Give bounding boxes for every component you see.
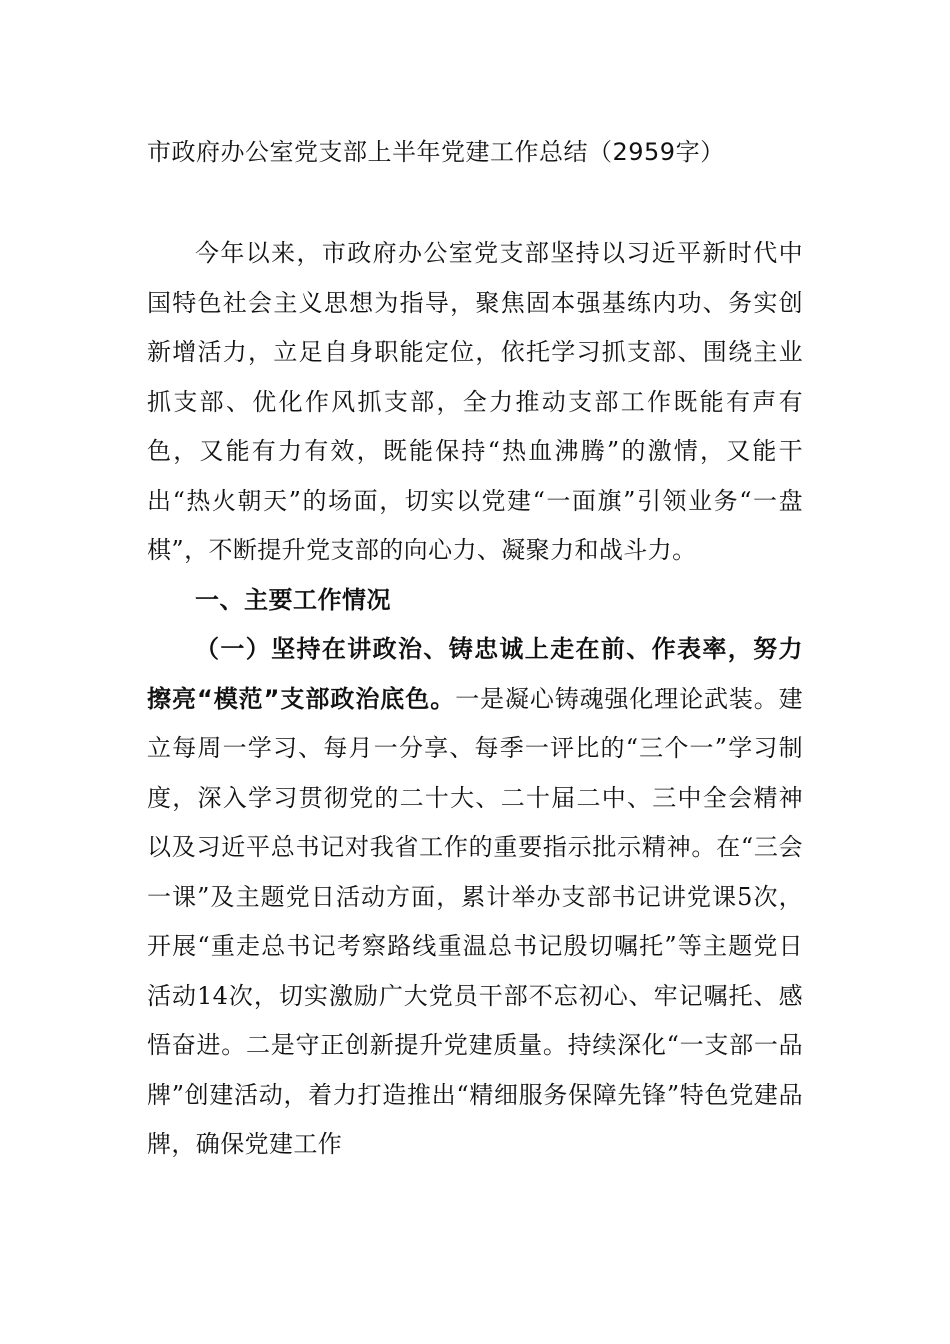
subsection-heading: （一）坚持在讲政治、铸忠诚上走在前、作表率，努力擦亮“模范”支部政治底色。 <box>147 635 803 713</box>
intro-paragraph: 今年以来，市政府办公室党支部坚持以习近平新时代中国特色社会主义思想为指导，聚焦固本强基练内功、务实创新增活力，立足自身职能定位，依托学习抓支部、围绕主业抓支部、优化作风抓支部，全力推动支部工作既能有声有色，又能有力有效，既能保持“热血沸腾”的激情，又能干出“热火朝天”的场面，切实以党建“一面旗”引领业务“一盘棋”，不断提升党支部的向心力、凝聚力和战斗力。 <box>147 239 803 564</box>
subsection-paragraph <box>147 625 803 1170</box>
document-body <box>147 229 803 1170</box>
section-heading: 一、主要工作情况 <box>195 585 391 614</box>
document-title: 市政府办公室党支部上半年党建工作总结（2959字） <box>147 138 725 166</box>
subsection-body: 一是凝心铸魂强化理论武装。建立每周一学习、每月一分享、每季一评比的“三个一”学习制度，深入学习贯彻党的二十大、二十届二中、三中全会精神以及习近平总书记对我省工作的重要指示批示精神。在“三会一课”及主题党日活动方面，累计举办支部书记讲党课5次，开展“重走总书记考察路线重温总书记殷切嘱托”等主题党日活动14次，切实激励广大党员干部不忘初心、牢记嘱托、感悟奋进。二是守正创新提升党建质量。持续深化“一支部一品牌”创建活动，着力打造推出“精细服务保障先锋”特色党建品牌，确保党建工作 <box>147 684 803 1158</box>
